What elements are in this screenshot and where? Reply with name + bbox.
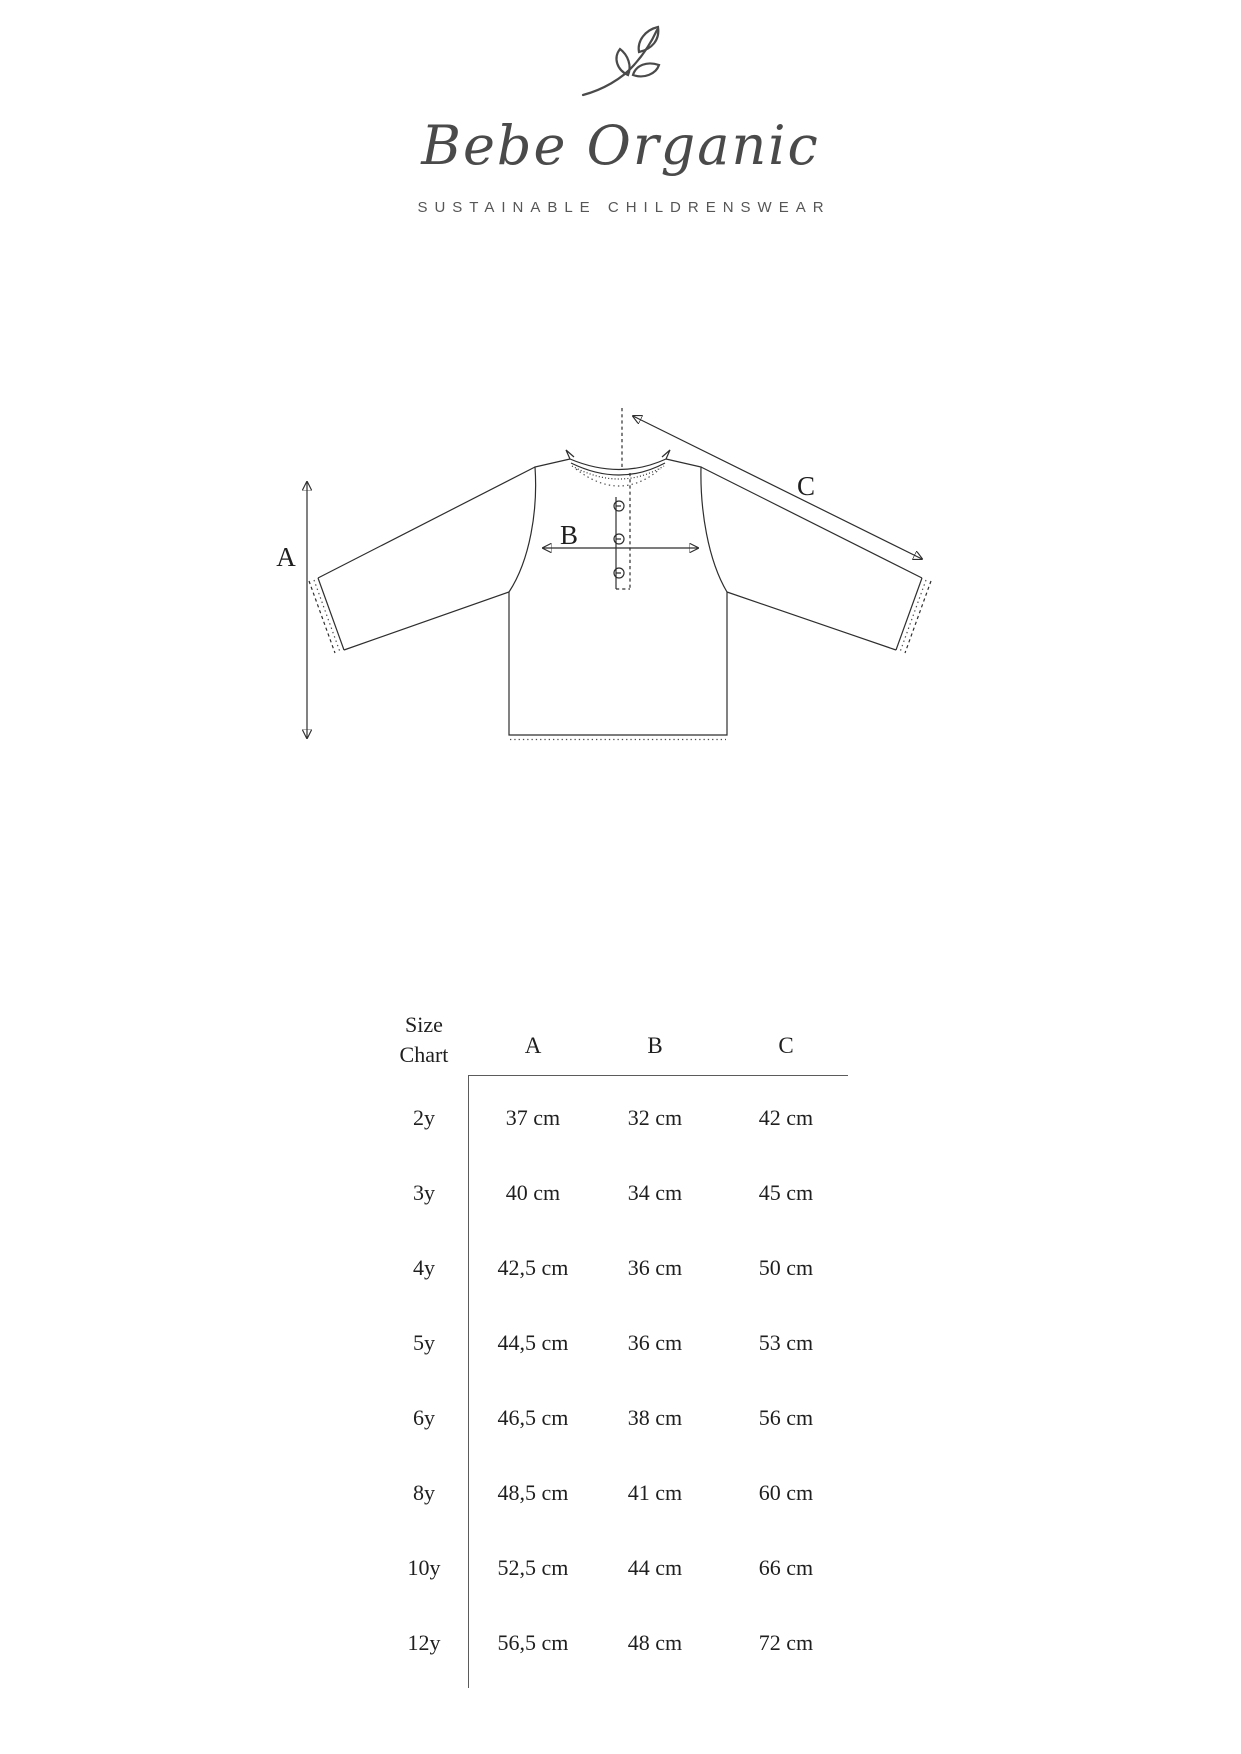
size-table-row — [380, 1305, 860, 1380]
cell-a: 42,5 cm — [497, 1254, 569, 1280]
cell-size: 4y — [413, 1254, 435, 1280]
size-table-row — [380, 1155, 860, 1230]
column-header-b: B — [647, 1033, 663, 1058]
garment-measurement-diagram — [240, 390, 960, 760]
collar — [566, 450, 670, 486]
button-placket — [614, 408, 630, 589]
size-table-row — [380, 1380, 860, 1455]
cell-c: 53 cm — [758, 1329, 814, 1355]
cell-b: 34 cm — [627, 1179, 683, 1205]
size-table — [380, 1005, 860, 1705]
leaf-sprig-icon — [576, 16, 666, 100]
cell-a: 44,5 cm — [497, 1329, 569, 1355]
brand-tagline: SUSTAINABLE CHILDRENSWEAR — [417, 199, 831, 216]
size-table-row — [380, 1455, 860, 1530]
cell-b: 32 cm — [627, 1104, 683, 1130]
cell-a: 56,5 cm — [497, 1629, 569, 1655]
cell-a: 40 cm — [505, 1179, 561, 1205]
cell-b: 41 cm — [627, 1479, 683, 1505]
size-table-row — [380, 1530, 860, 1605]
brand-logo — [0, 16, 1241, 216]
cell-a: 52,5 cm — [497, 1554, 569, 1580]
measure-arrows — [307, 416, 922, 738]
cell-c: 50 cm — [758, 1254, 814, 1280]
shirt-outline — [309, 459, 931, 735]
column-header-a: A — [524, 1033, 542, 1058]
cell-b: 44 cm — [627, 1554, 683, 1580]
cell-c: 42 cm — [758, 1104, 814, 1130]
cell-b: 36 cm — [627, 1254, 683, 1280]
measure-b-label: B — [559, 520, 579, 550]
size-table-rows — [380, 1080, 860, 1680]
cell-c: 60 cm — [758, 1479, 814, 1505]
cell-a: 48,5 cm — [497, 1479, 569, 1505]
measure-c-label: C — [796, 471, 816, 501]
size-table-row — [380, 1605, 860, 1680]
size-table-row — [380, 1230, 860, 1305]
brand-name: Bebe Organic — [421, 114, 820, 177]
cell-size: 8y — [413, 1479, 435, 1505]
column-header-c: C — [778, 1033, 794, 1058]
cell-a: 46,5 cm — [497, 1404, 569, 1430]
cell-size: 5y — [413, 1329, 435, 1355]
size-table-row — [380, 1080, 860, 1155]
size-table-title — [380, 1005, 468, 1075]
cell-c: 66 cm — [758, 1554, 814, 1580]
size-table-title-line2: Chart — [399, 1042, 449, 1067]
cell-size: 12y — [407, 1629, 441, 1655]
cell-c: 72 cm — [758, 1629, 814, 1655]
cell-size: 2y — [413, 1104, 435, 1130]
cell-b: 36 cm — [627, 1329, 683, 1355]
size-table-title-line1: Size — [405, 1012, 443, 1037]
table-header-rule — [468, 1075, 848, 1076]
cell-c: 45 cm — [758, 1179, 814, 1205]
cell-b: 48 cm — [627, 1629, 683, 1655]
cell-b: 38 cm — [627, 1404, 683, 1430]
cell-size: 3y — [413, 1179, 435, 1205]
cell-size: 10y — [407, 1554, 441, 1580]
cell-c: 56 cm — [758, 1404, 814, 1430]
measure-a-label: A — [276, 542, 296, 572]
cell-a: 37 cm — [505, 1104, 561, 1130]
stitch-hatching — [314, 580, 926, 740]
cell-size: 6y — [413, 1404, 435, 1430]
